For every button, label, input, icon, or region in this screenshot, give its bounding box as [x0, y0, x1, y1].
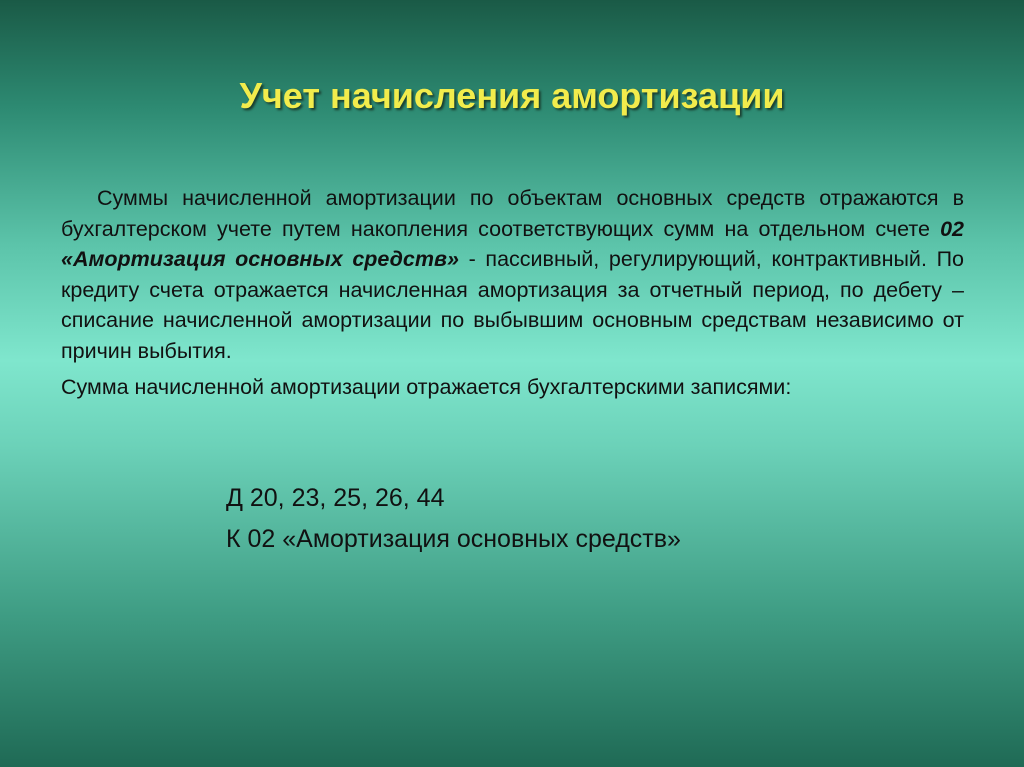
account-02-emphasis: 02 «Амортизация основных средств»	[61, 216, 964, 271]
paragraph1-text-after: - пассивный, регулирующий, контрактивный. По кредиту счета отражается начисленная амортизация за отчетный период, по дебету – списание начисленной амортизации по выбывшим основным средствам независимо от причин выбытия.	[61, 247, 964, 363]
accounting-entries	[226, 478, 681, 560]
slide-title: Учет начисления амортизации	[239, 75, 785, 116]
credit-entry: К 02 «Амортизация основных средств»	[226, 525, 681, 553]
paragraph-entries-intro: Сумма начисленной амортизации отражается бухгалтерскими записями:	[61, 375, 792, 399]
paragraph-depreciation-accounting	[61, 183, 964, 366]
debit-entry: Д 20, 23, 25, 26, 44	[226, 484, 445, 512]
body-text	[61, 183, 964, 403]
paragraph1-text-before: Суммы начисленной амортизации по объектам основных средств отражаются в бухгалтерском учете путем накопления соответствующих сумм на отдельном счете	[61, 186, 964, 241]
